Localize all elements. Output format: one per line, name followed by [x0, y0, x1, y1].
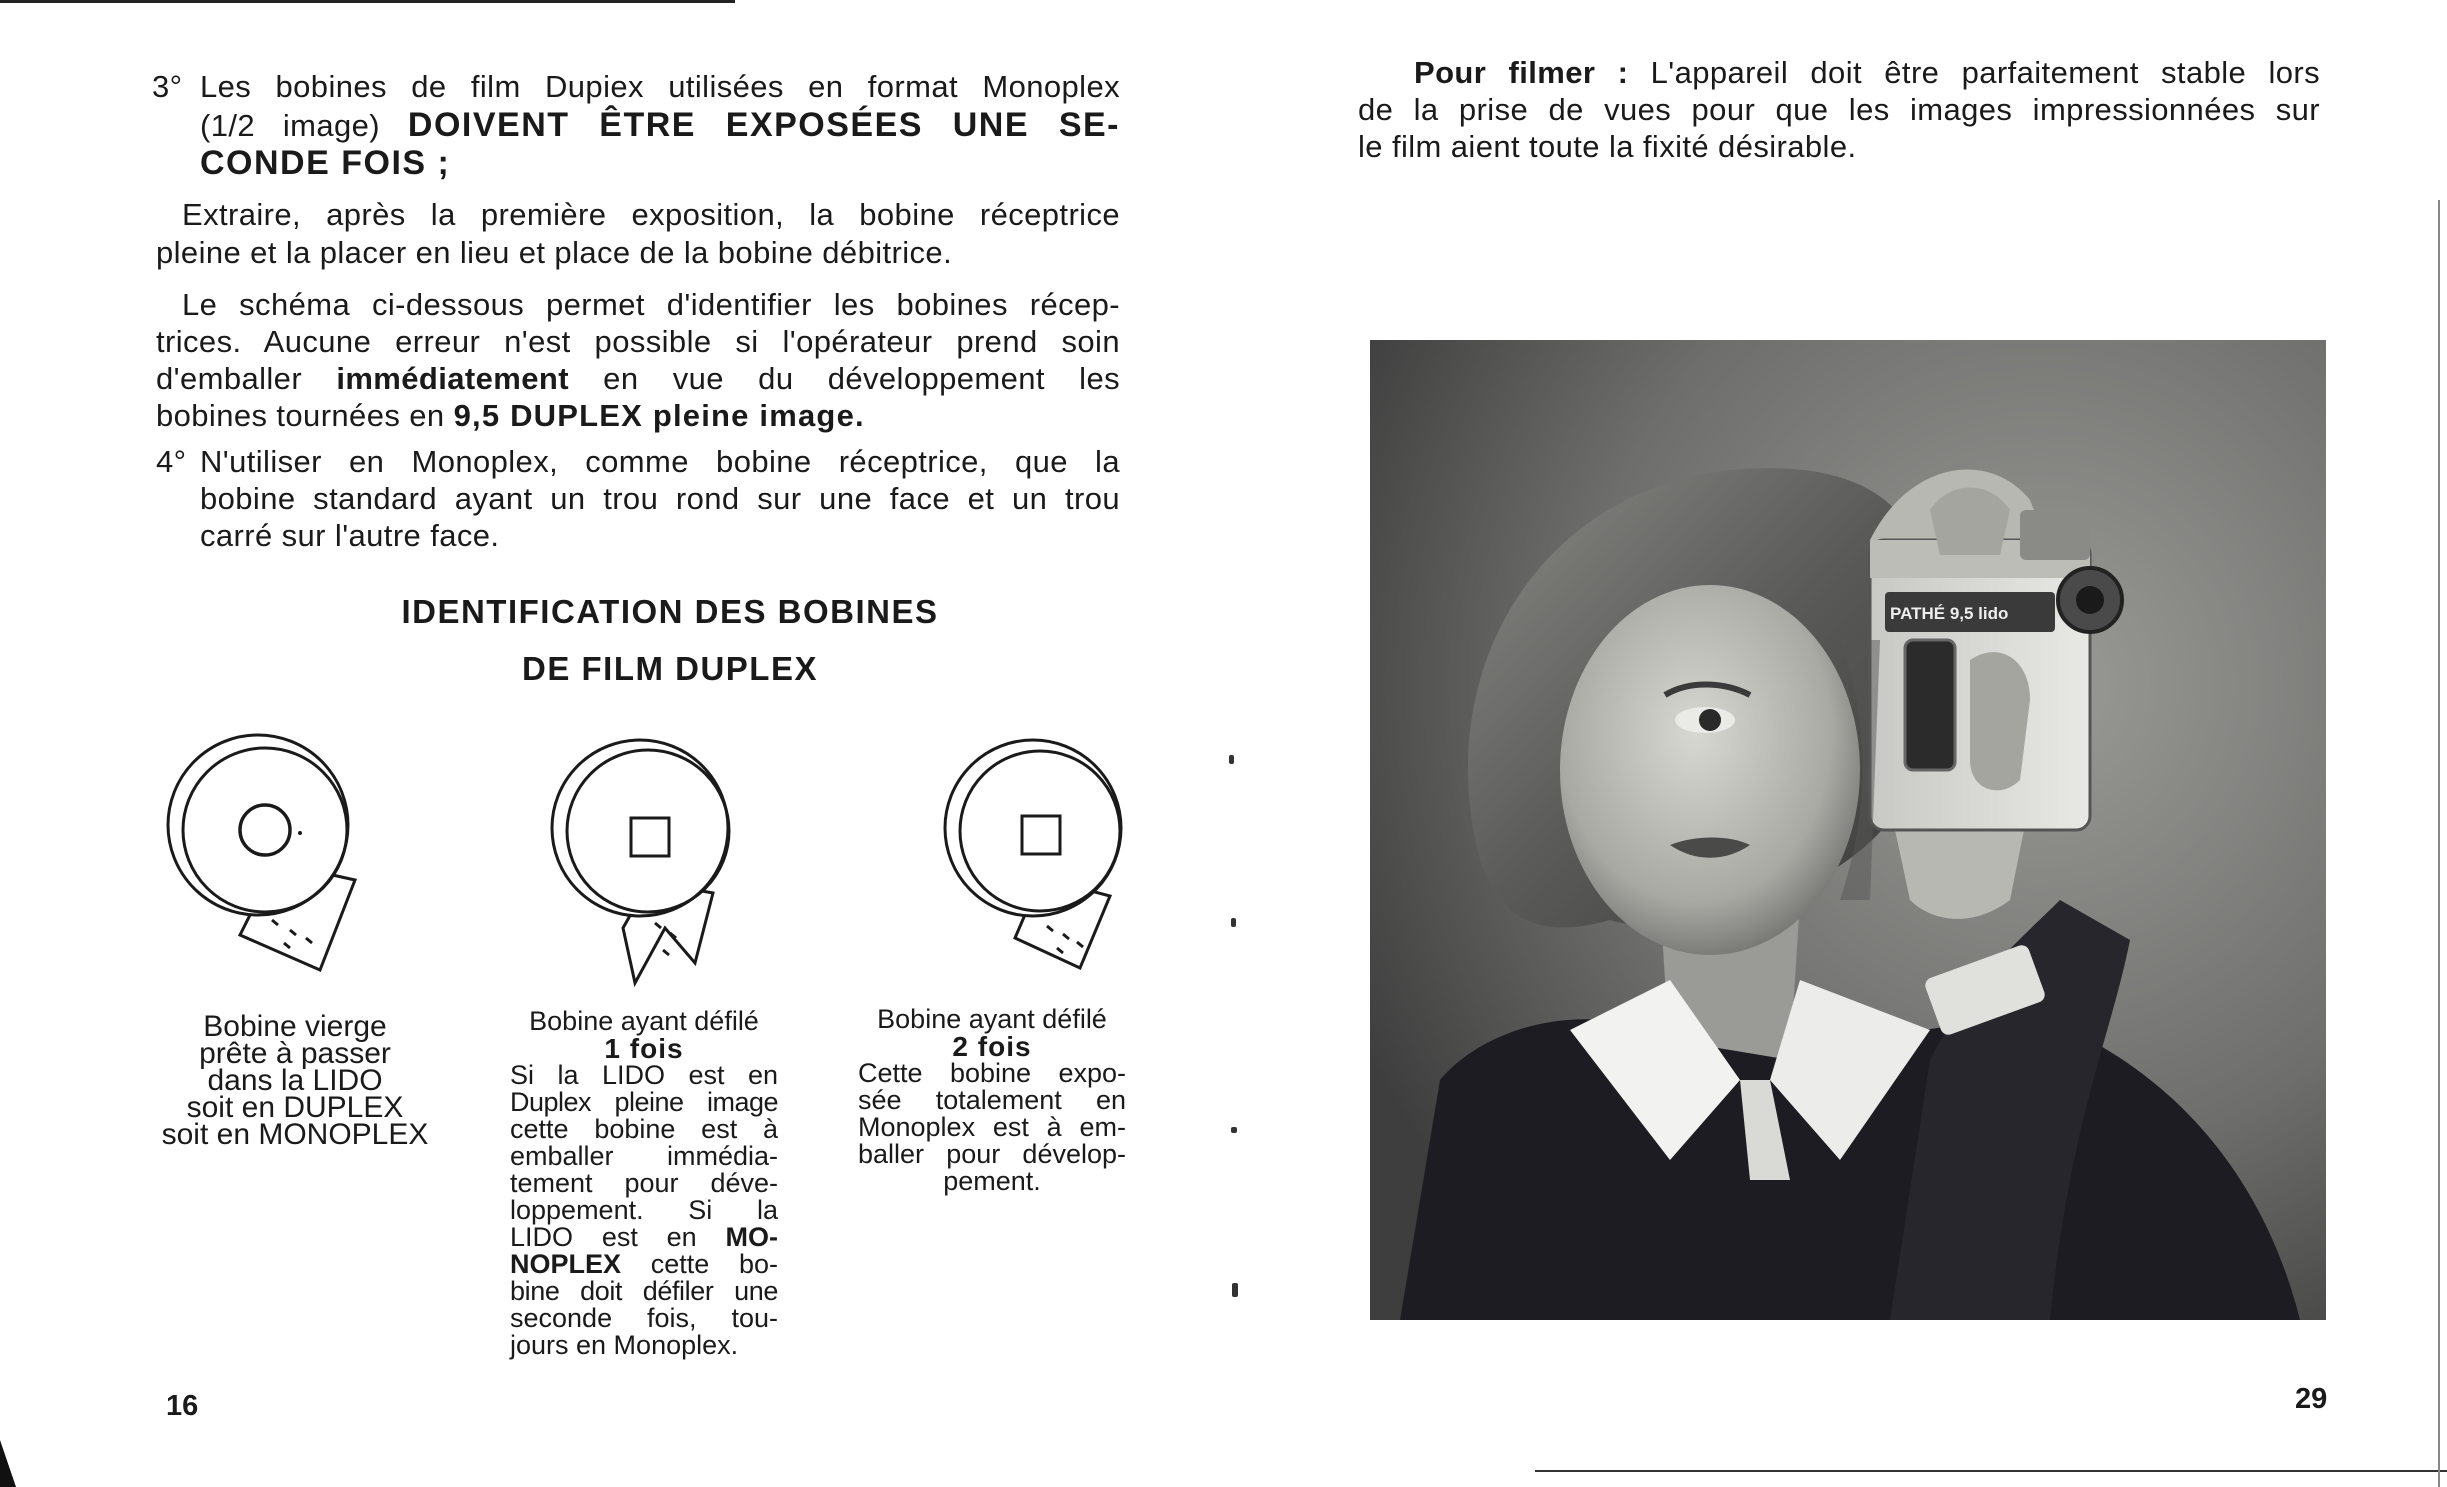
reel1-caption-line: soit en MONOPLEX: [161, 1118, 429, 1151]
reel3-title: Bobine ayant défilé: [877, 1004, 1107, 1034]
woman-with-camera-photo: [1370, 340, 2326, 1320]
reel-round-hole-diagram: [160, 725, 360, 985]
para2-line3-bold: immédiatement: [336, 361, 569, 396]
reel3-line: pement.: [943, 1166, 1041, 1196]
reel2-title: Bobine ayant défilé: [529, 1006, 759, 1036]
reel2-line: Duplex pleine image: [510, 1087, 778, 1117]
reel2-caption: [510, 1008, 778, 1359]
reel3-line: Monoplex est à em-: [858, 1112, 1126, 1142]
photo-illustration: [1370, 340, 2326, 1320]
item4-line2: bobine standard ayant un trou rond sur une face et un trou: [200, 481, 1120, 516]
reel1-caption-line: soit en DUPLEX: [186, 1091, 404, 1124]
diagram-heading-line1: IDENTIFICATION DES BOBINES: [401, 593, 939, 630]
reel2-line-a: LIDO est en: [510, 1222, 726, 1252]
item3-line2-bold: DOIVENT ÊTRE EXPOSÉES UNE SE-: [407, 106, 1120, 144]
page-number-right: 29: [2295, 1383, 2328, 1415]
page-corner: [0, 1440, 16, 1487]
item3-number: 3°: [152, 69, 183, 104]
item3-line2: [200, 106, 1120, 145]
reel2-line: emballer immédia-: [510, 1141, 778, 1171]
scan-edge-bottom: [1535, 1470, 2447, 1472]
diagram-heading-line2: DE FILM DUPLEX: [521, 650, 818, 687]
reel2-count: 1 fois: [604, 1033, 684, 1064]
para2-line2: trices. Aucune erreur n'est possible si l'opérateur prend soin: [156, 324, 1120, 359]
reel1-caption-line: prête à passer: [199, 1037, 391, 1070]
reel-square-hole-2-diagram: [935, 728, 1135, 988]
item4-line1: N'utiliser en Monoplex, comme bobine réceptrice, que la: [200, 444, 1120, 479]
camera-label: PATHÉ 9,5 lido: [1890, 604, 2009, 623]
para2-line3-b: en vue du développement les: [568, 361, 1120, 396]
intro-label: Pour filmer :: [1414, 55, 1629, 90]
reel2-line: [510, 1251, 778, 1278]
para2-line4-a: bobines tournées en: [156, 398, 454, 433]
reel2-line: Si la LIDO est en: [510, 1060, 778, 1090]
page-number-left: 16: [166, 1390, 199, 1422]
para2-line3: [156, 360, 1120, 398]
item4-number: 4°: [156, 444, 187, 479]
reel2-line: [510, 1224, 778, 1251]
para1-line2: pleine et la placer en lieu et place de la bobine débitrice.: [156, 235, 953, 270]
para2-line4-bold: 9,5 DUPLEX pleine image.: [453, 398, 865, 433]
reel2-line: loppement. Si la: [510, 1195, 778, 1225]
reel2-line: bine doit défiler une: [510, 1276, 778, 1306]
item3-line1: Les bobines de film Dupiex utilisées en format Monoplex: [200, 69, 1120, 104]
para2-line3-a: d'emballer: [156, 361, 337, 396]
para1-line1: Extraire, après la première exposition, la bobine réceptrice: [182, 197, 1120, 232]
reel2-line-bold: NOPLEX: [510, 1249, 622, 1279]
reel1-caption-line: dans la LIDO: [207, 1064, 383, 1097]
reel3-line: sée totalement en: [858, 1085, 1126, 1115]
reel2-line-b: cette bo-: [621, 1249, 778, 1279]
reel3-count: 2 fois: [952, 1031, 1032, 1062]
reel3-line: baller pour dévelop-: [858, 1139, 1126, 1169]
scan-edge-right: [2438, 200, 2440, 1487]
item4-line3: carré sur l'autre face.: [200, 518, 500, 553]
reel3-line: Cette bobine expo-: [858, 1058, 1126, 1088]
reel2-line-bold: MO-: [725, 1222, 778, 1252]
spine-mark: [1231, 918, 1236, 927]
reel2-line: tement pour déve-: [510, 1168, 778, 1198]
reel-square-hole-1-diagram: [545, 728, 745, 988]
intro-line1: [1358, 54, 2320, 92]
intro-line2: de la prise de vues pour que les images impressionnées sur: [1358, 92, 2320, 127]
para2-line4: [156, 397, 865, 435]
spine-mark: [1232, 1283, 1238, 1297]
item3-line3: CONDE FOIS ;: [200, 144, 451, 182]
para2-line1: Le schéma ci-dessous permet d'identifier les bobines récep-: [182, 287, 1120, 322]
item3-line2-plain: (1/2 image): [200, 108, 408, 143]
spine-mark: [1231, 1127, 1237, 1133]
intro-line1-text: L'appareil doit être parfaitement stable lors: [1628, 55, 2320, 90]
intro-line3: le film aient toute la fixité désirable.: [1358, 129, 1857, 164]
scan-edge-top: [0, 0, 735, 3]
reel1-caption-line: Bobine vierge: [203, 1010, 387, 1043]
reel2-line: jours en Monoplex.: [510, 1330, 739, 1360]
reel2-line: seconde fois, tou-: [510, 1303, 778, 1333]
spine-mark: [1229, 755, 1234, 764]
reel3-caption: [858, 1006, 1126, 1195]
reel1-caption: [140, 1010, 450, 1151]
reel2-line: cette bobine est à: [510, 1114, 778, 1144]
